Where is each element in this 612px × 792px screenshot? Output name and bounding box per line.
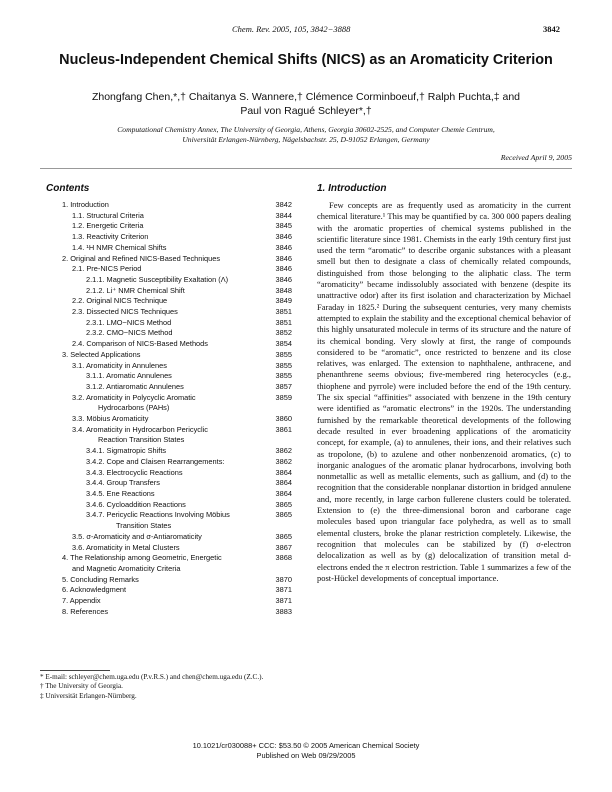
toc-entry[interactable]: 1.4. ¹H NMR Chemical Shifts 3846: [72, 242, 292, 252]
toc-entry[interactable]: 6. Acknowledgment 3871: [62, 585, 292, 595]
toc-entry[interactable]: 2.3.2. CMO−NICS Method 3852: [86, 328, 292, 338]
toc-entry[interactable]: 3.4.2. Cope and Claisen Rearrangements: 3862: [86, 456, 292, 466]
footnote-divider: [40, 670, 110, 671]
toc-entry[interactable]: 3.5. σ-Aromaticity and σ-Antiaromaticity 3865: [72, 531, 292, 541]
toc-entry[interactable]: 8. References 3883: [62, 606, 292, 616]
footnote-email: * E-mail: schleyer@chem.uga.edu (P.v.R.S.) and chen@chem.uga.edu (Z.C.).: [40, 673, 264, 681]
toc-entry[interactable]: 1.2. Energetic Criteria 3845: [72, 221, 292, 231]
toc-entry[interactable]: 7. Appendix 3871: [62, 596, 292, 606]
footer-published: Published on Web 09/29/2005: [256, 750, 356, 760]
page-number: 3842: [543, 24, 560, 34]
toc-entry[interactable]: 2.4. Comparison of NICS-Based Methods 3854: [72, 339, 292, 349]
toc-entry[interactable]: 2. Original and Refined NICS-Based Techniques 3846: [62, 253, 292, 263]
toc-entry[interactable]: 3.4.7. Pericyclic Reactions Involving Möbius 3865: [86, 510, 292, 520]
toc-entry[interactable]: 3.4. Aromaticity in Hydrocarbon Pericyclic 3861: [72, 424, 292, 434]
toc-entry[interactable]: 3.1.2. Antiaromatic Annulenes 3857: [86, 381, 292, 391]
affiliation-line-1: Computational Chemistry Annex, The University of Georgia, Athens, Georgia 30602-2525, and Computer Chemie Centrum,: [117, 125, 495, 134]
toc-entry-continuation: Hydrocarbons (PAHs): [98, 403, 170, 413]
authors-line-2: Paul von Ragué Schleyer*,†: [240, 105, 372, 117]
toc-entry[interactable]: 3.4.6. Cycloaddition Reactions 3865: [86, 499, 292, 509]
toc-entry[interactable]: 3.4.5. Ene Reactions 3864: [86, 488, 292, 498]
toc-entry[interactable]: 5. Concluding Remarks 3870: [62, 574, 292, 584]
toc-entry[interactable]: 2.1.2. Li⁺ NMR Chemical Shift 3848: [86, 285, 292, 295]
toc-entry[interactable]: 3.4.1. Sigmatropic Shifts 3862: [86, 446, 292, 456]
toc-entry[interactable]: 3.6. Aromaticity in Metal Clusters 3867: [72, 542, 292, 552]
received-date: Received April 9, 2005: [500, 153, 572, 162]
toc-entry[interactable]: 3.1. Aromaticity in Annulenes 3855: [72, 360, 292, 370]
affiliation: [50, 125, 562, 145]
toc-entry[interactable]: 1.3. Reactivity Criterion 3846: [72, 232, 292, 242]
table-of-contents: [62, 200, 292, 617]
toc-entry[interactable]: 3.4.3. Electrocyclic Reactions 3864: [86, 467, 292, 477]
toc-entry-continuation: Reaction Transition States: [98, 435, 185, 445]
introduction-paragraph: Few concepts are as frequently used as aromaticity in the current chemical literature.¹ This may be quantified by ca. 300 000 papers dealing with the aromatic properties of chemical systems published in the scientific literature since 1981. Chemists in the early 19th century first just used the term “aromatic” to describe organic substances with a pleasant smell but then to designate a class of chemically related compounds, distinguished from those belonging to the aliphatic class. The term “aromaticity” became indissolubly associated with benzene (despite its unattractive odor) after its first isolation and characterization by Michael Faraday in 1825.² During the subsequent centuries, very many chemists attempted to explain the stability and the exceptional chemical behavior of this highly unsaturated molecule in terms of its structure and the nature of its chemical bonding. Very slowly at first, the range of compounds considered to be “aromatic”, once restricted to benzene and its close relatives, was enlarged. The extension to naphthalene, anthracene, and phenanthrene seems obvious; five-membered ring heterocycles (e.g., thiophene and pyrrole) were included before the end of the 19th century. The six special “affinities” associated with benzene in the 19th century were identified as “aromatic electrons” in the 1920s. The understanding furnished by the remarkable theoretical developments of the following decade resulted in ever broadening applications of the aromaticity concept, for example, (a) to annulenes, their ions, and their relatives such as tropolone, (b) to azulene and other nonbenzenoid aromatics, (c) to inorganic analogues of the aromatic planar hydrocarbons, involving both nonmetallic as well as metallic elements, such as gallium, and (d) to the recognition that the considerable nonplanar distortion in bridged annulene and, more recently, in large carbon fullerene clusters could be tolerated. Extension to (e) the three-dimensional boron and carborane cage molecules based upon triangular face polyhedra, as well as to small elemental clusters, broke the planar restriction completely. Likewise, the recognition that molecules can be stabilized by (f) σ-electron delocalization as well as by (g) delocalization of transition metal d-electrons ended the π electron restriction. Table 1 summarizes a few of the post-Hückel developments of conceptual importance.: [317, 200, 571, 583]
footer-doi: 10.1021/cr030088+ CCC: $53.50 © 2005 American Chemical Society: [192, 741, 420, 750]
author-list: [70, 90, 542, 118]
toc-entry[interactable]: 3. Selected Applications 3855: [62, 349, 292, 359]
toc-entry-continuation: Transition States: [116, 521, 172, 531]
footnote-ddagger: ‡ Universität Erlangen-Nürnberg.: [40, 691, 137, 700]
toc-entry[interactable]: 3.4.4. Group Transfers 3864: [86, 478, 292, 488]
footnotes: [40, 673, 300, 701]
toc-entry[interactable]: 4. The Relationship among Geometric, Energetic 3868: [62, 553, 292, 563]
footnote-dagger: † The University of Georgia.: [40, 682, 123, 691]
introduction-heading: 1. Introduction: [317, 183, 387, 194]
toc-entry[interactable]: 3.2. Aromaticity in Polycyclic Aromatic 3859: [72, 392, 292, 402]
toc-entry[interactable]: 2.1. Pre-NICS Period 3846: [72, 264, 292, 274]
header-divider: [40, 168, 572, 169]
toc-entry[interactable]: 3.3. Möbius Aromaticity 3860: [72, 414, 292, 424]
toc-entry[interactable]: 2.3. Dissected NICS Techniques 3851: [72, 307, 292, 317]
affiliation-line-2: Universität Erlangen-Nürnberg, Nägelsbachstr. 25, D-91052 Erlangen, Germany: [182, 135, 430, 144]
authors-line-1: Zhongfang Chen,*,† Chaitanya S. Wannere,† Clémence Corminboeuf,† Ralph Puchta,‡ and: [91, 91, 521, 103]
page-footer: [0, 741, 612, 760]
toc-entry[interactable]: 2.1.1. Magnetic Susceptibility Exaltation (Λ) 3846: [86, 274, 292, 284]
toc-entry-continuation: and Magnetic Aromaticity Criteria: [72, 563, 181, 573]
toc-entry[interactable]: 1.1. Structural Criteria 3844: [72, 210, 292, 220]
article-title: Nucleus-Independent Chemical Shifts (NICS) as an Aromaticity Criterion: [59, 52, 553, 68]
toc-entry[interactable]: 3.1.1. Aromatic Annulenes 3855: [86, 371, 292, 381]
toc-entry[interactable]: 2.2. Original NICS Technique 3849: [72, 296, 292, 306]
contents-heading: Contents: [46, 183, 90, 194]
toc-entry[interactable]: 2.3.1. LMO−NICS Method 3851: [86, 317, 292, 327]
journal-reference: Chem. Rev. 2005, 105, 3842−3888: [232, 24, 351, 34]
toc-entry[interactable]: 1. Introduction 3842: [62, 200, 292, 209]
